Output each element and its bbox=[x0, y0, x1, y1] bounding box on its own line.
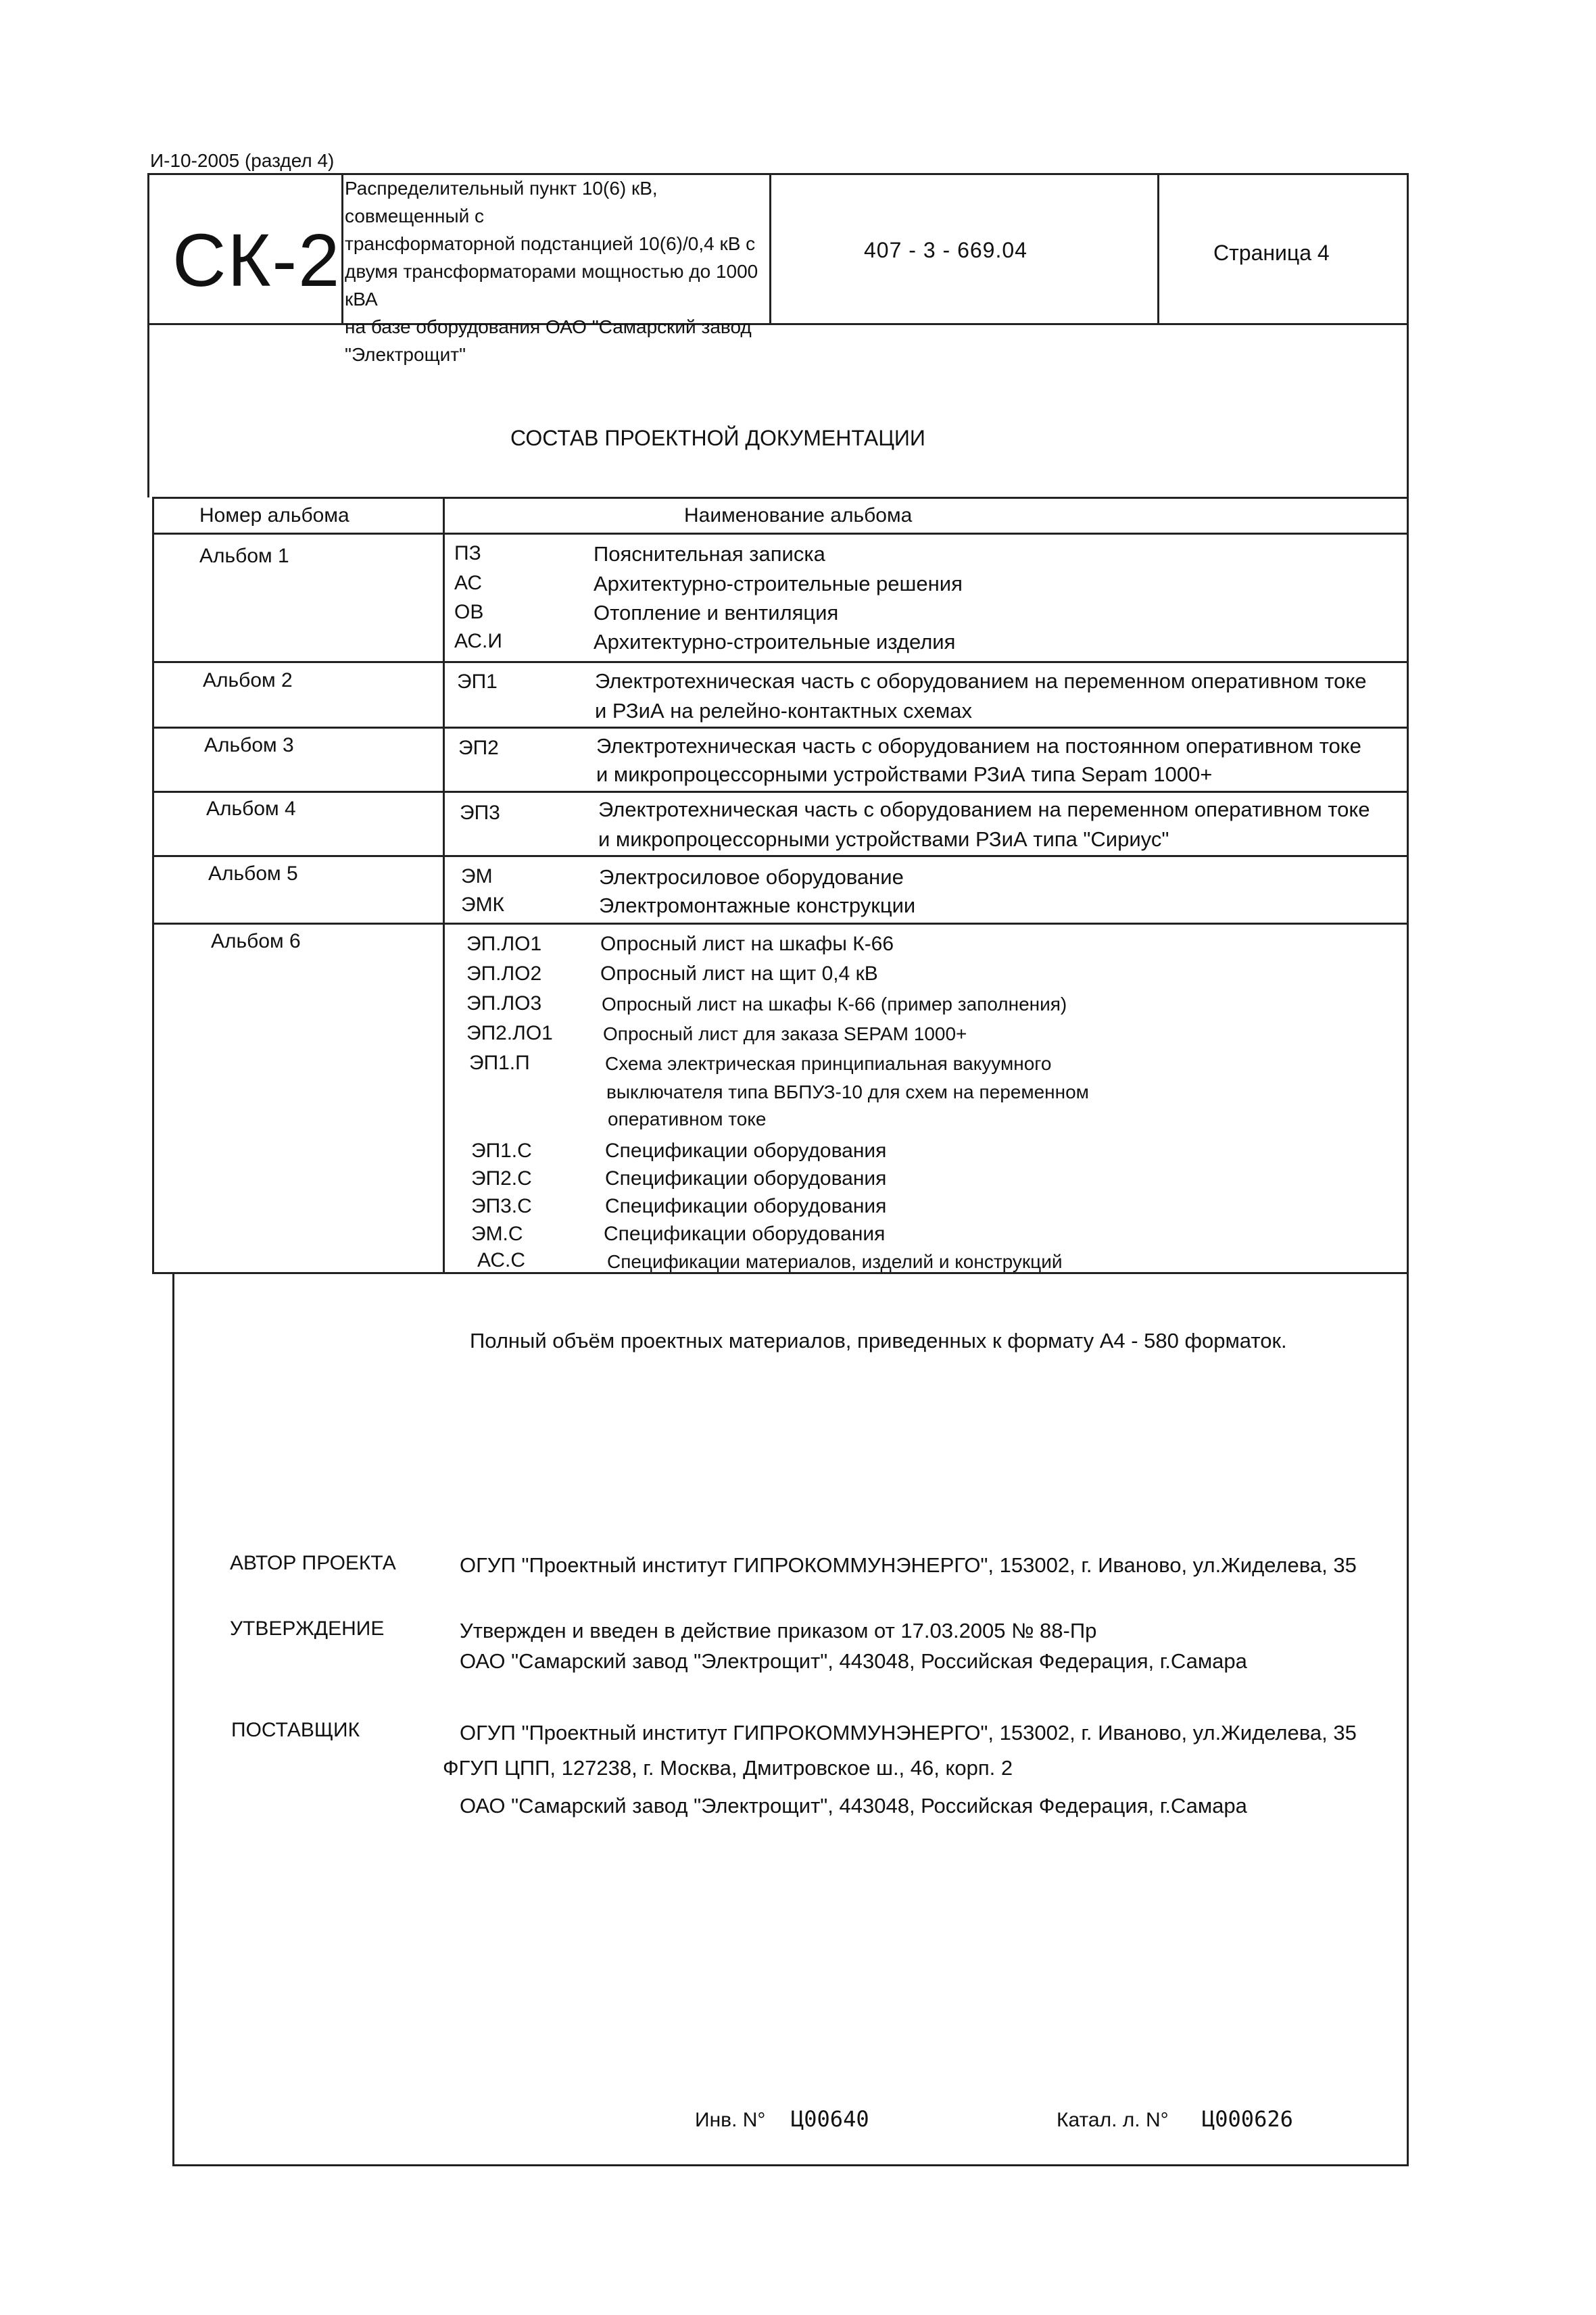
album-title-cont: выключателя типа ВБПУЗ-10 для схем на переменном bbox=[606, 1081, 1089, 1102]
col-header-name: Наименование альбома bbox=[684, 504, 913, 527]
album-title-cont: и микропроцессорными устройствами РЗиА типа Sepam 1000+ bbox=[596, 762, 1213, 786]
album-title: Схема электрическая принципиальная вакуумного bbox=[605, 1053, 1052, 1074]
album-title: Опросный лист для заказа SEPAM 1000+ bbox=[603, 1023, 967, 1044]
album-title-cont: оперативном токе bbox=[608, 1108, 767, 1129]
album-code: ЭП2.С bbox=[471, 1167, 532, 1190]
album-title: Архитектурно-строительные изделия bbox=[594, 630, 956, 654]
desc-line: "Электрощит" bbox=[345, 344, 466, 365]
album-code: ЭП1.С bbox=[471, 1140, 532, 1162]
album-code: ЭП.ЛО1 bbox=[466, 933, 542, 955]
album-code: ОВ bbox=[454, 601, 484, 623]
album-title: Опросный лист на шкафы К-66 bbox=[600, 933, 894, 955]
album-code: ЭМ bbox=[461, 865, 493, 887]
approval-line: ОАО "Самарский завод "Электрощит", 443048, Российская Федерация, г.Самара bbox=[460, 1649, 1247, 1673]
album-title-cont: и РЗиА на релейно-контактных схемах bbox=[595, 699, 972, 723]
album-code: ЭП.ЛО2 bbox=[466, 962, 542, 985]
album-code: ЭМ.С bbox=[471, 1223, 523, 1245]
album-label: Альбом 6 bbox=[211, 930, 301, 952]
album-code: ПЗ bbox=[454, 542, 481, 564]
album-title: Спецификации оборудования bbox=[604, 1223, 886, 1245]
doc-number: 407 - 3 - 669.04 bbox=[864, 238, 1027, 262]
inv-value: Ц00640 bbox=[791, 2106, 869, 2132]
frame-left bbox=[147, 173, 149, 497]
table-left bbox=[152, 497, 154, 1274]
album-title: Пояснительная записка bbox=[594, 542, 825, 566]
album-title: Опросный лист на шкафы К-66 (пример заполнения) bbox=[602, 994, 1067, 1015]
desc-line: на базе оборудования ОАО "Самарский завод bbox=[345, 316, 752, 337]
album-code: ЭП1.П bbox=[469, 1052, 530, 1074]
frame-top bbox=[147, 173, 1409, 175]
page-label: Страница 4 bbox=[1213, 241, 1330, 265]
section-title: СОСТАВ ПРОЕКТНОЙ ДОКУМЕНТАЦИИ bbox=[510, 426, 925, 450]
album-label: Альбом 4 bbox=[206, 798, 296, 820]
album-title: Спецификации оборудования bbox=[605, 1140, 887, 1162]
album-title: Электромонтажные конструкции bbox=[599, 894, 916, 917]
supplier-line: ОАО "Самарский завод "Электрощит", 443048, Российская Федерация, г.Самара bbox=[460, 1794, 1247, 1818]
album-code: АС bbox=[454, 572, 483, 594]
frame-left-lower bbox=[172, 1272, 174, 2166]
album-title: Электротехническая часть с оборудованием на переменном оперативном токе bbox=[598, 798, 1370, 821]
catalog-label: Катал. л. N° bbox=[1057, 2109, 1169, 2131]
desc-line: двумя трансформаторами мощностью до 1000 кВА bbox=[345, 261, 758, 310]
album-code: ЭП3 bbox=[460, 802, 500, 824]
album-title: Спецификации оборудования bbox=[605, 1195, 887, 1217]
supplier-label: ПОСТАВЩИК bbox=[231, 1719, 360, 1741]
frame-right bbox=[1407, 173, 1409, 2166]
approval-label: УТВЕРЖДЕНИЕ bbox=[230, 1617, 385, 1640]
album-code: ЭП.ЛО3 bbox=[466, 992, 542, 1015]
album-title: Опросный лист на щит 0,4 кВ bbox=[600, 962, 878, 985]
album-title: Архитектурно-строительные решения bbox=[594, 572, 963, 595]
album-code: АС.И bbox=[454, 630, 502, 652]
header-bottom bbox=[147, 323, 1409, 325]
album-title: Спецификации материалов, изделий и конструкций bbox=[607, 1251, 1063, 1272]
top-code: И-10-2005 (раздел 4) bbox=[150, 150, 335, 171]
album-title: Электротехническая часть с оборудованием на постоянном оперативном токе bbox=[596, 734, 1361, 758]
volume-note: Полный объём проектных материалов, приведенных к формату А4 - 580 форматок. bbox=[470, 1329, 1287, 1353]
inv-label: Инв. N° bbox=[695, 2109, 766, 2131]
desc-line: трансформаторной подстанцией 10(6)/0,4 кВ с bbox=[345, 233, 756, 254]
album-code: ЭП1 bbox=[457, 671, 498, 693]
album-label: Альбом 1 bbox=[199, 545, 289, 567]
table-col-divider bbox=[443, 497, 445, 1274]
album-title: Спецификации оборудования bbox=[605, 1167, 887, 1190]
album-title: Электросиловое оборудование bbox=[599, 865, 904, 889]
album-title: Электротехническая часть с оборудованием на переменном оперативном токе bbox=[595, 669, 1367, 693]
series-code: СК-2 bbox=[172, 219, 341, 302]
desc-line: Распределительный пункт 10(6) кВ, совмещенный с bbox=[345, 178, 658, 226]
album-code: ЭП2 bbox=[458, 737, 499, 759]
col-header-album: Номер альбома bbox=[199, 504, 349, 527]
catalog-value: Ц000626 bbox=[1202, 2106, 1293, 2132]
album-label: Альбом 2 bbox=[203, 669, 293, 691]
album-code: ЭМК bbox=[461, 894, 505, 916]
album-code: АС.С bbox=[477, 1249, 526, 1271]
header-description bbox=[345, 174, 767, 368]
author-text: ОГУП "Проектный институт ГИПРОКОММУНЭНЕРГО", 153002, г. Иваново, ул.Жиделева, 35 bbox=[460, 1553, 1357, 1577]
supplier-line: ОГУП "Проектный институт ГИПРОКОММУНЭНЕРГО", 153002, г. Иваново, ул.Жиделева, 35 bbox=[460, 1721, 1357, 1745]
album-label: Альбом 3 bbox=[204, 734, 294, 756]
album-code: ЭП2.ЛО1 bbox=[466, 1022, 553, 1044]
album-title-cont: и микропроцессорными устройствами РЗиА типа "Сириус" bbox=[598, 827, 1169, 851]
album-code: ЭП3.С bbox=[471, 1195, 532, 1217]
frame-bottom bbox=[172, 2164, 1409, 2166]
album-title: Отопление и вентиляция bbox=[594, 601, 839, 625]
approval-line: Утвержден и введен в действие приказом от 17.03.2005 № 88-Пр bbox=[460, 1619, 1097, 1642]
album-label: Альбом 5 bbox=[208, 862, 298, 885]
supplier-line: ФГУП ЦПП, 127238, г. Москва, Дмитровское ш., 46, корп. 2 bbox=[443, 1756, 1013, 1780]
author-label: АВТОР ПРОЕКТА bbox=[230, 1552, 396, 1574]
